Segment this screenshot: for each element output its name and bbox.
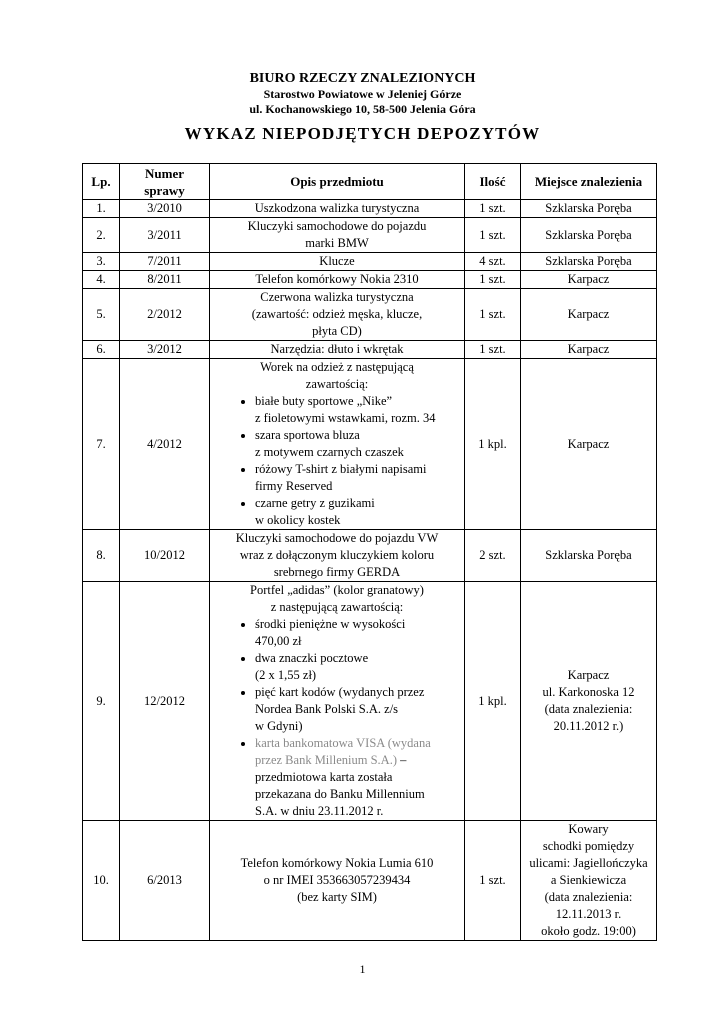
table-row <box>83 218 657 253</box>
cell-lp: 3. <box>83 253 120 271</box>
header-numer-line-1: Numer <box>145 165 184 181</box>
table-row <box>83 253 657 271</box>
header-ilosc: Ilość <box>465 164 521 200</box>
header-lp: Lp. <box>83 164 120 200</box>
location-line: Karpacz <box>567 272 610 286</box>
deposits-table <box>82 163 657 941</box>
description-line: Kluczyki samochodowe do pojazdu VW <box>235 531 439 545</box>
list-item-text: w okolicy kostek <box>255 513 341 527</box>
description-list <box>213 393 461 529</box>
location-line: ulicami: Jagiellończyka <box>529 856 648 870</box>
transfer-note-text: przedmiotowa karta została <box>255 770 393 784</box>
transferred-card-text: karta bankomatowa VISA (wydana <box>255 736 431 750</box>
table-header-row <box>83 164 657 200</box>
cell-location <box>521 341 657 359</box>
list-item-text: Nordea Bank Polski S.A. z/s <box>255 702 399 716</box>
cell-location <box>521 253 657 271</box>
cell-case-number: 4/2012 <box>120 359 210 530</box>
cell-case-number: 10/2012 <box>120 530 210 582</box>
description-line: Kluczyki samochodowe do pojazdu <box>247 219 427 233</box>
location-line: 20.11.2012 r.) <box>553 719 624 733</box>
location-line: 12.11.2013 r. <box>555 907 622 921</box>
table-row <box>83 359 657 530</box>
office-address: ul. Kochanowskiego 10, 58-500 Jelenia Góra <box>249 102 476 116</box>
cell-lp: 5. <box>83 289 120 341</box>
cell-quantity: 1 kpl. <box>465 359 521 530</box>
location-line: a Sienkiewicza <box>550 873 627 887</box>
location-line: Kowary <box>568 822 609 836</box>
office-line-1: Starostwo Powiatowe w Jeleniej Górze <box>263 87 462 101</box>
table-row <box>83 271 657 289</box>
cell-quantity: 1 szt. <box>465 218 521 253</box>
cell-case-number: 3/2010 <box>120 200 210 218</box>
location-line: około godz. 19:00) <box>541 924 636 938</box>
list-item <box>255 427 461 461</box>
cell-quantity: 1 szt. <box>465 200 521 218</box>
list-item <box>255 650 461 684</box>
list-item-text: z motywem czarnych czaszek <box>255 445 404 459</box>
cell-case-number: 12/2012 <box>120 582 210 821</box>
list-item-text: dwa znaczki pocztowe <box>255 651 369 665</box>
header-numer <box>120 164 210 200</box>
cell-description <box>210 341 465 359</box>
cell-case-number: 3/2012 <box>120 341 210 359</box>
table-body <box>83 200 657 941</box>
list-item-text: czarne getry z guzikami <box>255 496 375 510</box>
list-item-text: środki pieniężne w wysokości <box>255 617 406 631</box>
list-item-text: 470,00 zł <box>255 634 302 648</box>
list-item-text: różowy T-shirt z białymi napisami <box>255 462 427 476</box>
cell-lp: 9. <box>83 582 120 821</box>
description-line: srebrnego firmy GERDA <box>273 565 401 579</box>
list-item <box>255 684 461 735</box>
description-line: (zawartość: odzież męska, klucze, <box>251 307 423 321</box>
document-title: WYKAZ NIEPODJĘTYCH DEPOZYTÓW <box>184 124 541 143</box>
cell-lp: 10. <box>83 821 120 941</box>
transferred-card-text: przez Bank Millenium S.A.) <box>255 753 397 767</box>
cell-description <box>210 289 465 341</box>
cell-location <box>521 218 657 253</box>
list-item-text: w Gdyni) <box>255 719 303 733</box>
location-line: schodki pomiędzy <box>542 839 635 853</box>
office-name: BIURO RZECZY ZNALEZIONYCH <box>249 71 476 86</box>
cell-case-number: 7/2011 <box>120 253 210 271</box>
description-line: Portfel „adidas” (kolor granatowy) <box>250 583 424 597</box>
location-line: Szklarska Poręba <box>545 254 632 268</box>
header-numer-line-2: sprawy <box>144 182 185 198</box>
list-item-text: z fioletowymi wstawkami, rozm. 34 <box>255 411 436 425</box>
cell-lp: 4. <box>83 271 120 289</box>
list-item <box>255 461 461 495</box>
cell-description <box>210 582 465 821</box>
cell-case-number: 2/2012 <box>120 289 210 341</box>
table-row <box>83 200 657 218</box>
transfer-note-text: S.A. w dniu 23.11.2012 r. <box>255 804 384 818</box>
cell-location <box>521 821 657 941</box>
description-line: wraz z dołączonym kluczykiem koloru <box>239 548 435 562</box>
cell-quantity: 1 szt. <box>465 271 521 289</box>
cell-lp: 1. <box>83 200 120 218</box>
cell-location <box>521 200 657 218</box>
table-row <box>83 821 657 941</box>
cell-location <box>521 359 657 530</box>
cell-location <box>521 530 657 582</box>
cell-location <box>521 271 657 289</box>
cell-lp: 7. <box>83 359 120 530</box>
cell-description <box>210 200 465 218</box>
cell-quantity: 1 kpl. <box>465 582 521 821</box>
header-opis: Opis przedmiotu <box>210 164 465 200</box>
list-item-text: firmy Reserved <box>255 479 333 493</box>
table-row <box>83 530 657 582</box>
cell-location <box>521 289 657 341</box>
location-line: (data znalezienia: <box>544 702 633 716</box>
cell-lp: 6. <box>83 341 120 359</box>
page-number: 1 <box>359 962 366 976</box>
location-line: Szklarska Poręba <box>545 548 632 562</box>
list-item-text: (2 x 1,55 zł) <box>255 668 317 682</box>
description-line: Telefon komórkowy Nokia Lumia 610 <box>240 856 434 870</box>
cell-description <box>210 218 465 253</box>
description-line: Uszkodzona walizka turystyczna <box>254 201 420 215</box>
table-row <box>83 341 657 359</box>
cell-lp: 8. <box>83 530 120 582</box>
location-line: Karpacz <box>567 436 610 451</box>
cell-case-number: 8/2011 <box>120 271 210 289</box>
cell-case-number: 3/2011 <box>120 218 210 253</box>
cell-quantity: 1 szt. <box>465 289 521 341</box>
cell-location <box>521 582 657 821</box>
cell-quantity: 1 szt. <box>465 821 521 941</box>
table-row <box>83 582 657 821</box>
list-item <box>255 495 461 529</box>
description-line: marki BMW <box>305 236 369 250</box>
cell-quantity: 2 szt. <box>465 530 521 582</box>
cell-quantity: 1 szt. <box>465 341 521 359</box>
transfer-note-text: – <box>397 753 407 767</box>
list-item <box>255 393 461 427</box>
description-line: Telefon komórkowy Nokia 2310 <box>255 272 419 286</box>
location-line: ul. Karkonoska 12 <box>542 685 635 699</box>
description-line: Czerwona walizka turystyczna <box>260 290 414 304</box>
description-line: Narzędzia: dłuto i wkrętak <box>270 342 404 356</box>
cell-description <box>210 271 465 289</box>
list-item-transferred-card <box>255 735 461 820</box>
location-line: Szklarska Poręba <box>545 227 632 242</box>
document-header <box>0 70 725 144</box>
location-line: (data znalezienia: <box>544 890 633 904</box>
cell-description <box>210 821 465 941</box>
list-item <box>255 616 461 650</box>
transfer-note-text: przekazana do Banku Millennium <box>255 787 425 801</box>
description-line: Klucze <box>319 254 355 268</box>
description-line: Worek na odzież z następującą <box>260 360 414 374</box>
description-line: z następującą zawartością: <box>270 600 404 614</box>
cell-description <box>210 530 465 582</box>
location-line: Karpacz <box>567 307 610 321</box>
location-line: Karpacz <box>567 342 610 356</box>
description-line: zawartością: <box>305 377 369 391</box>
description-line: o nr IMEI 353663057239434 <box>263 873 411 887</box>
location-line: Karpacz <box>567 668 610 682</box>
cell-lp: 2. <box>83 218 120 253</box>
list-item-text: białe buty sportowe „Nike” <box>255 394 393 408</box>
list-item-text: pięć kart kodów (wydanych przez <box>255 685 425 699</box>
description-line: płyta CD) <box>312 324 362 338</box>
cell-description <box>210 253 465 271</box>
cell-quantity: 4 szt. <box>465 253 521 271</box>
cell-description <box>210 359 465 530</box>
list-item-text: szara sportowa bluza <box>255 428 360 442</box>
description-list <box>213 616 461 820</box>
header-miejsce: Miejsce znalezienia <box>521 164 657 200</box>
cell-case-number: 6/2013 <box>120 821 210 941</box>
table-row <box>83 289 657 341</box>
location-line: Szklarska Poręba <box>545 201 632 215</box>
description-line: (bez karty SIM) <box>297 890 377 904</box>
